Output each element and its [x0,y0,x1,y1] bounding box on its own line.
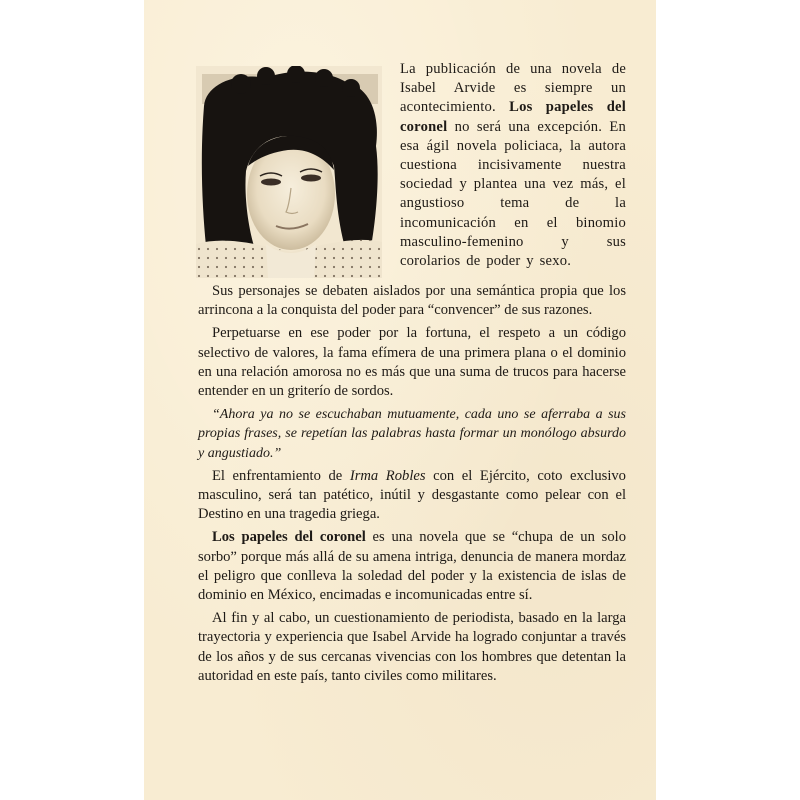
paragraph-novela [198,528,626,605]
italic-quote: “Ahora ya no se escuchaban mutuamente, cada uno se aferraba a sus propias frases, se repetían las palabras hasta formar un monólogo absurdo y angustiado.” [198,407,626,461]
enfrentamiento-text-part2: con el Ejército, coto exclusivo masculino, será tan patético, inútil y desgastante como pelear con el Destino en una tragedia griega. [198,467,626,523]
portrait-image-icon [196,66,382,278]
novela-text: es una novela que se “chupa de un solo sorbo” porque más allá de su amena intriga, denuncia de manera mordaz el peligro que conlleva la soledad del poder y la existencia de islas de dominio en México, encimadas e incomunicadas entre sí. [198,529,626,604]
paragraph-personajes: Sus personajes se debaten aislados por una semántica propia que los arrincona a la conquista del poder para “convencer” de sus razones. [198,283,626,319]
book-title-bold-2: Los papeles del coronel [212,529,366,546]
paragraph-enfrentamiento [198,467,626,525]
enfrentamiento-text-part1: El enfrentamiento de [212,467,350,484]
paragraph-al-fin: Al fin y al cabo, un cuestionamiento de periodista, basado en la larga trayectoria y experiencia que Isabel Arvide ha logrado conjuntar a través de los años y de sus cercanas vivencias con los hombres que detentan la autoridad en este país, tanto civiles como militares. [198,610,626,684]
intro-text-part1: La publicación de una novela de Isabel Arvide es siempre un acontecimiento. [400,61,626,116]
page-text-block [198,60,626,690]
paragraph-perpetuarse: Perpetuarse en ese poder por la fortuna, el respeto a un código selectivo de valores, la fama efímera de una primera plana o el dominio en una relación amorosa no es más que una suma de trucos para hacerse entender en un griterío de sordos. [198,325,626,400]
character-name-italic: Irma Robles [349,467,426,484]
book-title-bold: Los papeles del coronel [400,99,626,135]
book-back-cover-page [144,0,656,800]
intro-text-part2: no será una excepción. En esa ágil novela policiaca, la autora cuestiona incisivamente nuestra sociedad y plantea una vez más, el angustioso tema de la incomunicación en el binomio masculino-femenino y sus corolarios de poder y sexo. [400,118,626,270]
author-portrait-photo [196,66,382,278]
